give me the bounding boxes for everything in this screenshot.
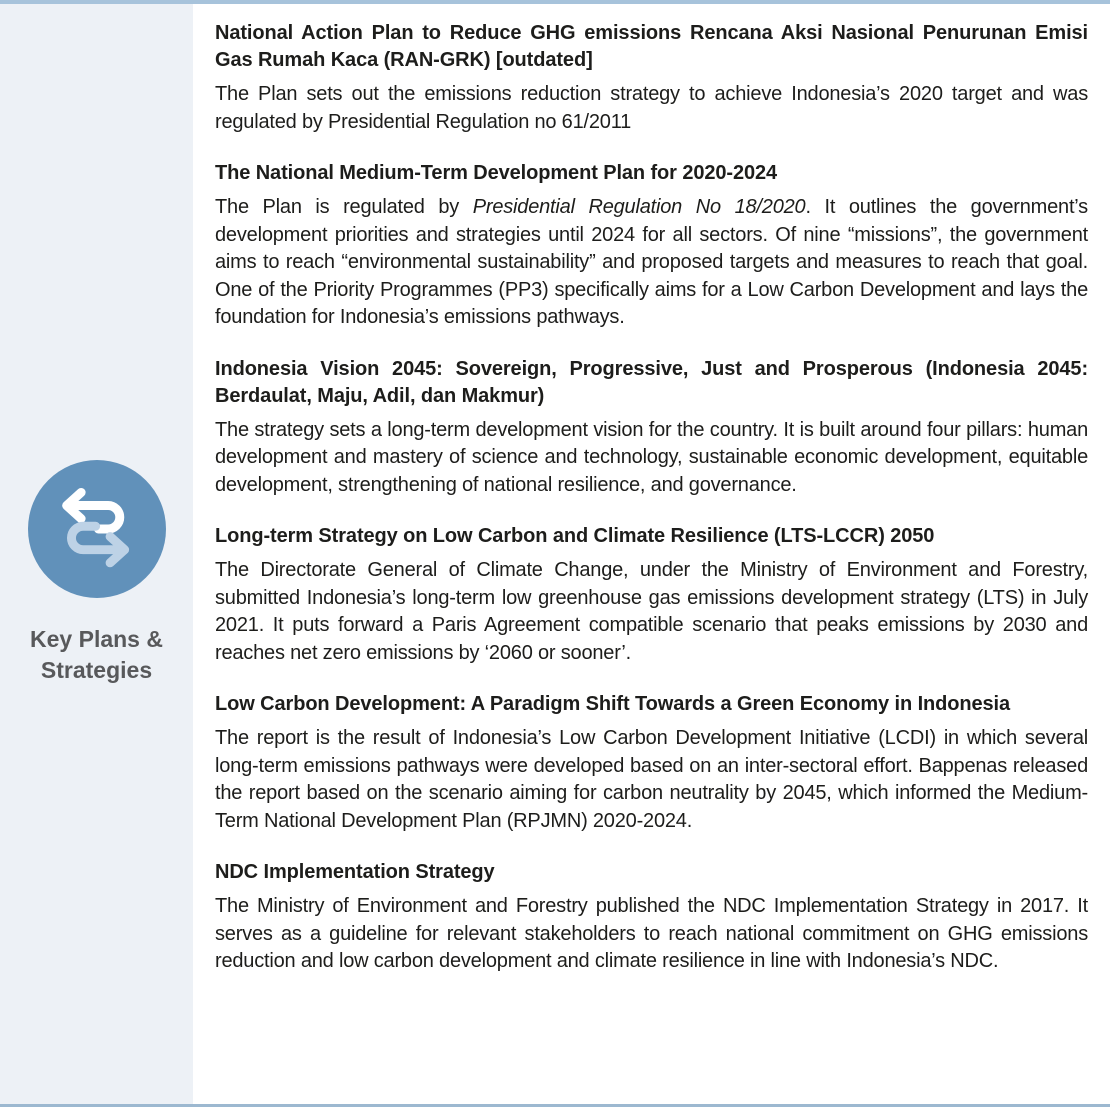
section-body: The strategy sets a long-term development vision for the country. It is built around four pillars: human development and mastery of science and technology, sustainable economic development, equitable development, strengthening of national resilience, and governance. [215,418,1088,496]
content-row [0,4,1110,1104]
section-heading: The National Medium-Term Development Plan for 2020-2024 [215,162,778,184]
section-vision-2045 [215,356,1088,500]
section-low-carbon-development [215,691,1088,835]
section-heading: NDC Implementation Strategy [215,861,495,883]
bottom-rule [0,1104,1110,1107]
sidebar [0,4,193,1104]
sidebar-label: Key Plans & Strategies [30,626,163,684]
section-ran-grk [215,20,1088,136]
swap-arrows-icon [28,460,166,598]
main-content [193,4,1110,1104]
section-body: The report is the result of Indonesia’s Low Carbon Development Initiative (LCDI) in which several long-term emissions pathways were developed based on an inter-sectoral effort. Bappenas released the report based on the scenario aiming for carbon neutrality by 2045, which informed the Medium-Term National Development Plan (RPJMN) 2020-2024. [215,727,1088,832]
section-heading: Indonesia Vision 2045: Sovereign, Progressive, Just and Prosperous (Indonesia 2045: Berdaulat, Maju, Adil, dan Makmur) [215,357,1088,407]
section-ndc-implementation [215,859,1088,976]
section-body: The Plan sets out the emissions reduction strategy to achieve Indonesia’s 2020 target and was regulated by Presidential Regulation no 61/2011 [215,83,1088,133]
body-run: The Plan is regulated by [215,196,473,218]
section-medium-term-plan [215,160,1088,332]
body-run: . It outlines the government’s development priorities and strategies until 2024 for all sectors. Of nine “missions”, the government aims to reach “environmental sustainability” and proposed targets and measures to reach that goal. One of the Priority Programmes (PP3) specifically aims for a Low Carbon Development and lays the foundation for Indonesia’s emissions pathways. [215,196,1088,328]
section-heading: Long-term Strategy on Low Carbon and Climate Resilience (LTS-LCCR) 2050 [215,525,935,547]
section-lts-lccr [215,523,1088,667]
section-body: The Directorate General of Climate Change, under the Ministry of Environment and Forestry, submitted Indonesia’s long-term low greenhouse gas emissions development strategy (LTS) in July 2021. It puts forward a Paris Agreement compatible scenario that peaks emissions by 2030 and reaches net zero emissions by ‘2060 or sooner’. [215,559,1088,664]
section-heading: Low Carbon Development: A Paradigm Shift Towards a Green Economy in Indonesia [215,693,1011,715]
section-body: The Ministry of Environment and Forestry published the NDC Implementation Strategy in 2017. It serves as a guideline for relevant stakeholders to reach national commitment on GHG emissions reduction and low carbon development and climate resilience in line with Indonesia’s NDC. [215,895,1088,972]
section-heading: National Action Plan to Reduce GHG emissions Rencana Aksi Nasional Penurunan Emisi Gas Rumah Kaca (RAN-GRK) [outdated] [215,22,1088,71]
body-run-italic: Presidential Regulation No 18/2020 [472,196,806,218]
section-body [215,194,1088,332]
